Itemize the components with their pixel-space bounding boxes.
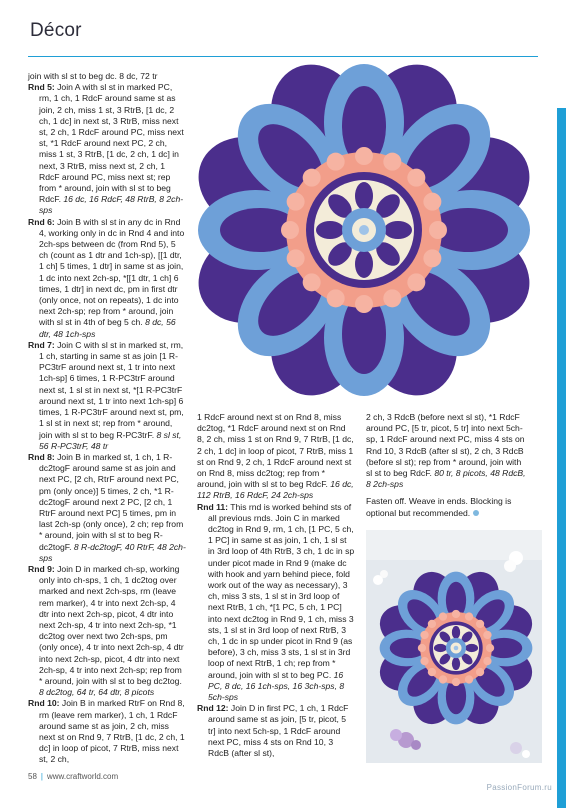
section-title: Décor (30, 20, 82, 41)
finishing-note (366, 496, 526, 518)
round-label: Rnd 5: (28, 82, 55, 93)
stitch-count: 8 R-dc2togF, 40 RtrF, 48 2ch-sps (39, 541, 186, 563)
round-11 (197, 502, 355, 704)
styled-photo (366, 530, 542, 763)
round-text: Join A with sl st in marked PC, rm, 1 ch, 1 RdcF around same st as join, 2 ch, miss 1 st, 3 RtrB, [1 dc, 2 ch, 1 dc] in next st, 3 RtrB, miss next st, 2 ch, 1 RdcF around PC, miss next st, *1 RdcF around next PC, 2 ch, miss 1 st, 3 RtrB, [1 dc, 2 ch, 1 dc] in next, 3 RtrB, miss next st, 2 ch, 1 RdcF around PC, miss next st; rep from * around, join with sl st to beg RdcF. (39, 82, 184, 205)
round-7 (28, 340, 186, 452)
stitch-count: 16 dc, 112 RtrB, 16 RdcF, 24 2ch-sps (197, 479, 354, 501)
round-text: Join C with sl st in marked st, rm, 1 ch, starting in same st as join [1 R-PC3trF around next st, 1 tr into next 1ch-sp] 6 times, 1 R-PC3trF around next st, 1 sl st in next st, *[1 R-PC3trF around next st, 1 tr into next 1ch-sp] 6 times, 1 R-PC3trF around next st, pm, 1 sl st in next st; rep from * around, join with sl st to beg R-PC3trF. (39, 339, 184, 440)
round-label: Rnd 6: (28, 216, 55, 227)
end-mark-icon (473, 510, 479, 516)
text-column-1 (28, 71, 186, 766)
round-10 (28, 698, 186, 765)
round-label: Rnd 7: (28, 339, 55, 350)
text-column-2 (197, 412, 355, 759)
round-10-continued (197, 412, 355, 502)
watermark: PassionForum.ru (486, 783, 552, 792)
round-label: Rnd 9: (28, 563, 55, 574)
round-text: Join B in marked st, 1 ch, 1 R-dc2togF around same st as join and next PC, [2 ch, RtrF around next PC, pm (only once)] 5 times, 2 ch, *1 R-dc2togF around next 2 PC, [2 ch, 1 RtrF around next PC] 5 times, pm in last 2ch-sp (only once), 2 ch; rep from * around, join with sl st to beg R-dc2togF. (39, 451, 184, 552)
round-text: 2 ch, 3 RdcB (before next sl st), *1 RdcF around PC, [5 tr, picot, 5 tr] into next 5ch-sp, 1 RdcF around next PC, miss 4 sts on Rnd 10, 3 RdcB (after sl st), 2 ch, 3 RdcB (before sl st); rep from * around, join with sl st to beg RdcF. (366, 412, 525, 479)
round-label: Rnd 11: (197, 501, 229, 512)
round-text: 1 RdcF around next st on Rnd 8, miss dc2tog, *1 RdcF around next st on Rnd 8, 2 ch, miss 1 st on Rnd 9, 7 RtrB, [1 dc, 2 ch, 1 dc] in loop of picot, 7 RtrB, miss 1 st on Rnd 9, 2 ch, 1 RdcF around next st on Rnd 8, miss dc2tog; rep from * around, join with sl st to beg RdcF. (197, 412, 354, 490)
stitch-count: 8 dc2tog, 64 tr, 64 dtr, 8 picots (39, 687, 155, 698)
page-footer (28, 772, 118, 781)
stitch-count: 80 tr, 8 picots, 48 RdcB, 8 2ch-sps (366, 468, 526, 490)
round-label: Rnd 8: (28, 451, 55, 462)
round-9 (28, 564, 186, 698)
footer-separator: | (40, 772, 43, 781)
round-6 (28, 217, 186, 340)
site-url[interactable]: www.craftworld.com (46, 772, 119, 781)
stitch-count: 8 sl st, 56 R-PC3trF, 48 tr (39, 429, 182, 451)
round-label: Rnd 12: (197, 703, 229, 714)
round-12 (197, 703, 355, 759)
text-column-3 (366, 412, 526, 519)
page-number: 58 (28, 772, 37, 781)
mandala-photo (186, 52, 542, 407)
round-text: Join D in first PC, 1 ch, 1 RdcF around same st as join, [5 tr, picot, 5 tr] into next 5ch-sp, 1 RdcF around next PC, miss 4 sts on Rnd 10, 3 RdcB (after sl st), (208, 703, 349, 759)
round-text: Join B with sl st in any dc in Rnd 4, working only in dc in Rnd 4 and into 2ch-sps between dc (from Rnd 5), 5 ch (count as 1 dtr and 1ch-sp), [[1 dtr, 1 ch] 5 times, 1 dtr] in same st as join, 1 dc into next 2ch-sp, *[[1 dtr, 1 ch] 6 times, 1 dtr] in next dc, pm in first dtr (only once, not on repeats), 1 dc into next 2ch-sp; rep from * around, join with sl st in 4th of beg 5 ch. (39, 216, 185, 328)
round-text: This rnd is worked behind sts of all previous rnds. Join C in marked dc2tog in Rnd 9, rm, 1 ch, [1 PC, 5 ch, 1 PC] in same st as join, 1 ch, 1 sl st in 3rd loop of 4th RtrB, 3 ch, 1 dc in sp under picot made in Rnd 9 (make dc with hook and yarn behind piece, fold work out of the way as necessary), 3 ch, miss 3 sts, 1 sl st in 3rd loop of next RtrB, 1 ch, *[1 PC, 5 ch, 1 PC] into next dc2tog in Rnd 9, 1 ch, miss 3 sts, 1 sl st in 3rd loop of next RtrB, 3 ch, 1 dc in sp under picot in Rnd 9 (as before), 3 ch, miss 3 sts, 1 sl st in 3rd loop of next RtrB, 1 ch; rep from * around, join with sl st to beg PC. (208, 501, 355, 680)
lead-line: join with sl st to beg dc. 8 dc, 72 tr (28, 71, 158, 81)
round-8 (28, 452, 186, 564)
round-label: Rnd 10: (28, 698, 60, 709)
stitch-count: 16 dc, 16 RdcF, 48 RtrB, 8 2ch-sps (39, 194, 184, 216)
finishing-text: Fasten off. Weave in ends. Blocking is optional but recommended. (366, 496, 512, 518)
stitch-count: 16 PC, 8 dc, 16 1ch-sps, 16 3ch-sps, 8 5ch-sps (208, 669, 345, 703)
round-text: Join D in marked ch-sp, working only into ch-sps, 1 ch, 1 dc2tog over marked and next 2ch-sps, rm (leave rem marker), 4 tr into next 2ch-sp, 4 dtr into next 2ch-sp, picot, 4 dtr into next 2ch-sp, 4 tr into next 2ch-sp, *1 dc2tog over next two 2ch-sps, pm (only once), 4 tr into next 2ch-sp, 4 dtr into next 2ch-sp, picot, 4 dtr into next 2ch-sp, 4 tr into next 2ch-sp; rep from * around, join with sl st to beg dc2tog. (39, 563, 184, 686)
round-5 (28, 82, 186, 216)
round-12-continued (366, 412, 526, 490)
stitch-count: 8 dc, 56 dtr, 48 1ch-sps (39, 317, 176, 339)
round-text: Join B in marked RtrF on Rnd 8, rm (leave rem marker), 1 ch, 1 RdcF around same st as join, 2 ch, miss next st on Rnd 9, 7 RtrB, [1 dc, 2 ch, 1 dc] in loop of picot, 7 RtrB, miss next st, 2 ch, (39, 698, 185, 765)
accent-tab (557, 108, 566, 808)
